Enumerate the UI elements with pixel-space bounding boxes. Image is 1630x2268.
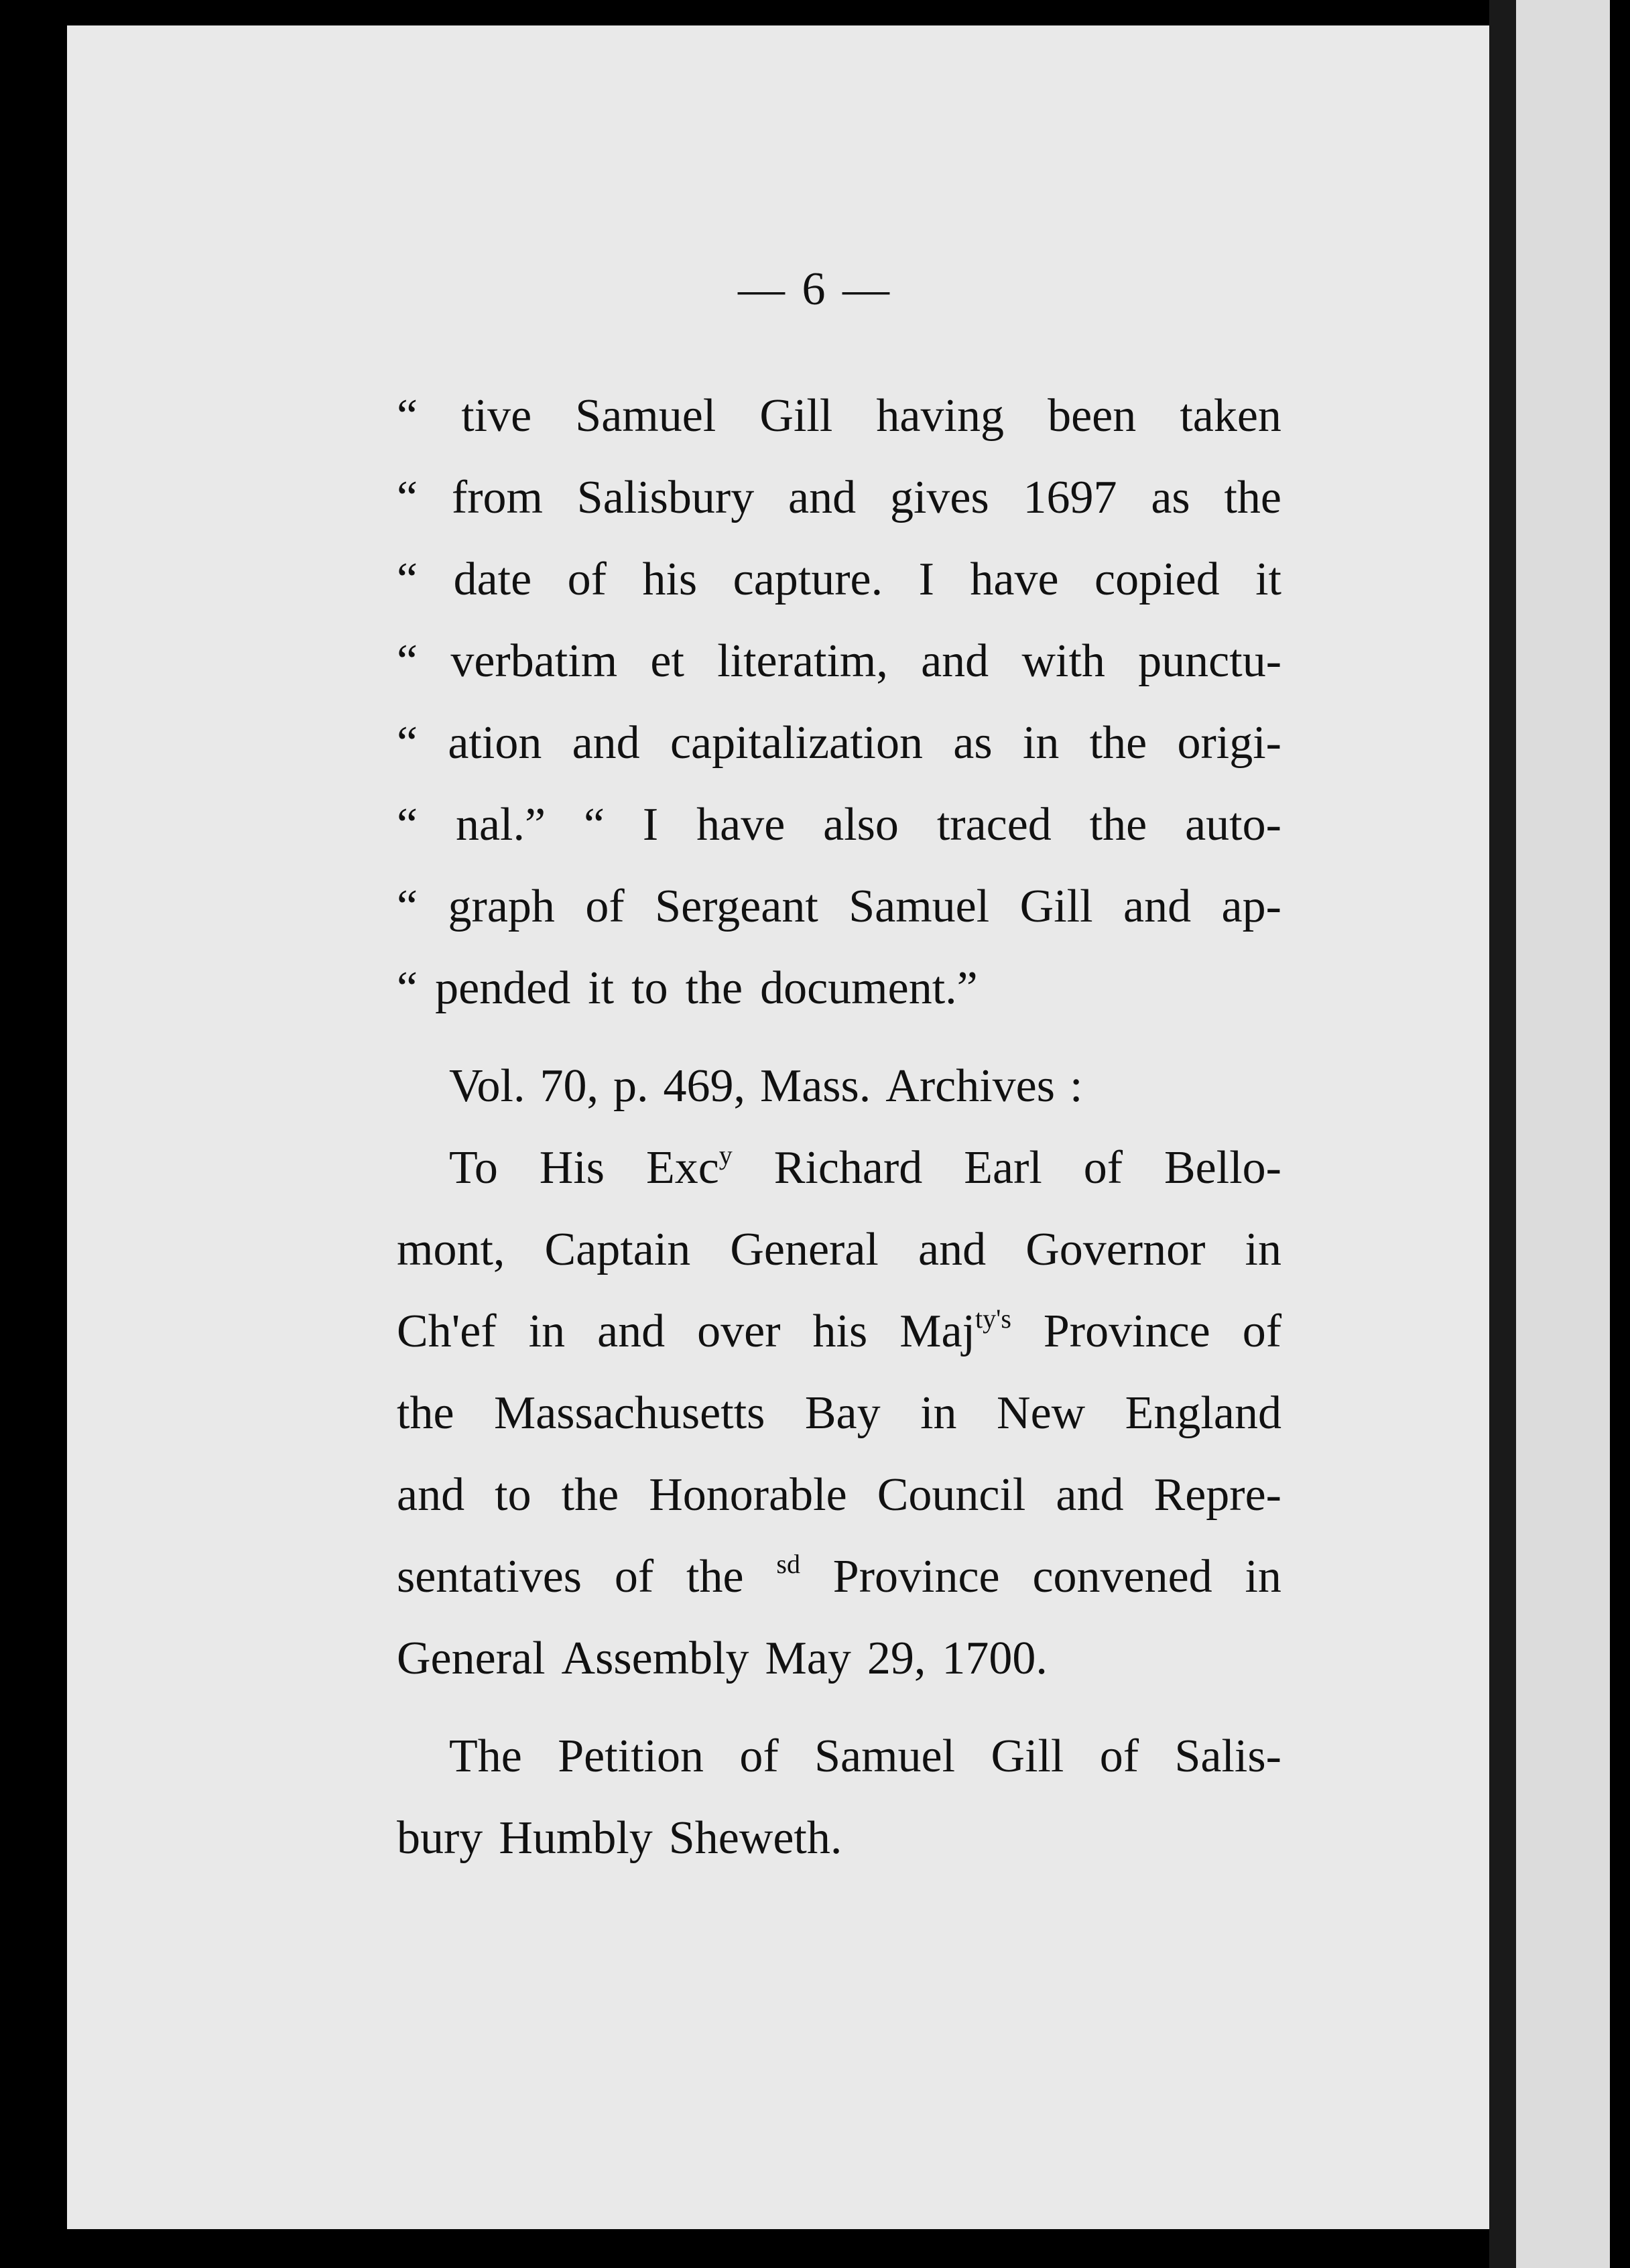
word: Samuel: [814, 1730, 956, 1782]
quote-mark: “: [397, 554, 418, 605]
word: the: [1089, 717, 1147, 769]
word: sentatives: [397, 1551, 582, 1602]
word: Sheweth.: [668, 1812, 842, 1864]
word: pended: [435, 962, 571, 1014]
word: the: [397, 1387, 454, 1439]
text-line-7: [397, 866, 1281, 948]
word: Petition: [558, 1730, 704, 1782]
word: Gill: [1019, 881, 1093, 932]
quote-mark: “: [397, 390, 418, 442]
word: have: [970, 554, 1059, 605]
address-line-5: [397, 1454, 1281, 1536]
word: 29,: [867, 1633, 926, 1684]
source-reference: [397, 1046, 1281, 1127]
word: Humbly: [499, 1812, 653, 1864]
petition-line-1: [397, 1716, 1281, 1798]
text-line-6: [397, 784, 1281, 866]
word: in: [920, 1387, 957, 1439]
word: Province: [1043, 1306, 1210, 1357]
word: of: [1242, 1306, 1281, 1357]
word: Bay: [804, 1387, 881, 1439]
word: Earl: [964, 1142, 1042, 1194]
quote-mark: “: [397, 635, 418, 687]
word: as: [1151, 472, 1190, 523]
word: convened: [1032, 1551, 1212, 1602]
word: in: [528, 1306, 566, 1357]
word: tive: [461, 390, 532, 442]
page-number: — 6 —: [738, 263, 892, 315]
word: Gill: [759, 390, 833, 442]
address-line-2: [397, 1209, 1281, 1291]
text-line-1: [397, 375, 1281, 457]
word: 70,: [540, 1060, 599, 1112]
word: copied: [1094, 554, 1220, 605]
page-gutter-shadow: [1489, 0, 1516, 2268]
word: the: [561, 1469, 619, 1521]
quote-mark: “: [397, 962, 418, 1014]
word: been: [1048, 390, 1137, 442]
word: gives: [889, 472, 989, 523]
word: et: [650, 635, 684, 687]
word: verbatim: [450, 635, 618, 687]
word: the: [685, 962, 743, 1014]
word: and: [597, 1306, 666, 1357]
word: graph: [448, 881, 555, 932]
word: in: [1022, 717, 1060, 769]
word: 469,: [663, 1060, 745, 1112]
word: with: [1021, 635, 1105, 687]
word: and: [918, 1224, 987, 1275]
word: of: [585, 881, 625, 932]
word: :: [1069, 1060, 1083, 1112]
word: Richard: [773, 1142, 923, 1194]
page-text: [397, 375, 1281, 1879]
word: traced: [936, 799, 1052, 850]
word: capture.: [733, 554, 883, 605]
word: Samuel: [575, 390, 716, 442]
word: of: [614, 1551, 654, 1602]
word: Council: [877, 1469, 1026, 1521]
word: over: [697, 1306, 781, 1357]
word: and: [397, 1469, 465, 1521]
word: Vol.: [449, 1060, 525, 1112]
word: and: [1123, 881, 1192, 932]
word: auto-: [1185, 799, 1281, 850]
text-line-4: [397, 621, 1281, 702]
word: have: [696, 799, 786, 850]
word: in: [1245, 1551, 1281, 1602]
address-line-4: [397, 1373, 1281, 1454]
word: nal.”: [455, 799, 546, 850]
text-line-2: [397, 457, 1281, 539]
word: To: [449, 1142, 498, 1194]
said-abbrev: sd: [776, 1549, 800, 1579]
word: Governor: [1025, 1224, 1206, 1275]
address-line-3: [397, 1291, 1281, 1373]
word: the: [1089, 799, 1147, 850]
word: from: [451, 472, 543, 523]
quote-mark: “: [397, 472, 418, 523]
word: the: [686, 1551, 744, 1602]
word: Massachusetts: [494, 1387, 765, 1439]
word: and: [788, 472, 857, 523]
address-line-7: [397, 1618, 1281, 1700]
word: to: [631, 962, 668, 1014]
word: in: [1245, 1224, 1281, 1275]
word: 1697: [1023, 472, 1117, 523]
word: the: [1224, 472, 1281, 523]
majesty-abbrev: Maj$^{ty's}$: [899, 1304, 1011, 1357]
word: ation: [448, 717, 542, 769]
word: General: [730, 1224, 879, 1275]
word: Captain: [544, 1224, 691, 1275]
word: Sergeant: [655, 881, 818, 932]
word: also: [823, 799, 899, 850]
word: The: [449, 1730, 522, 1782]
word: date: [453, 554, 532, 605]
word: of: [1083, 1142, 1123, 1194]
quote-mark: “: [397, 717, 418, 769]
excellency-abbrev: Exc$^y$: [645, 1140, 733, 1194]
word: document.”: [760, 962, 978, 1014]
word: p.: [613, 1060, 649, 1112]
word: Archives: [885, 1060, 1055, 1112]
word: it: [588, 962, 615, 1014]
facing-page-edge: [1516, 0, 1610, 2268]
word: taken: [1180, 390, 1281, 442]
word: Salis-: [1174, 1730, 1281, 1782]
word: Samuel: [849, 881, 990, 932]
address-line-1: [397, 1127, 1281, 1209]
word: punctu-: [1138, 635, 1281, 687]
quote-mark: “: [397, 799, 418, 850]
text-line-5: [397, 702, 1281, 784]
word: as: [953, 717, 993, 769]
word: having: [876, 390, 1004, 442]
word: ap-: [1221, 881, 1281, 932]
word: his: [642, 554, 698, 605]
word: Province: [832, 1551, 1000, 1602]
word: of: [1099, 1730, 1139, 1782]
word: of: [739, 1730, 779, 1782]
word: I: [642, 799, 659, 850]
word: and: [921, 635, 989, 687]
word: of: [567, 554, 607, 605]
word: His: [539, 1142, 605, 1194]
word: May: [765, 1633, 851, 1684]
word: and: [572, 717, 640, 769]
word: origi-: [1177, 717, 1281, 769]
word: it: [1255, 554, 1281, 605]
word: New: [997, 1387, 1086, 1439]
petition-line-2: [397, 1798, 1281, 1879]
word: Salisbury: [576, 472, 755, 523]
text-line-3: [397, 539, 1281, 621]
word: to: [495, 1469, 531, 1521]
word: Bello-: [1164, 1142, 1281, 1194]
word: Repre-: [1153, 1469, 1281, 1521]
word: General: [397, 1633, 546, 1684]
quote-mark: “: [397, 881, 418, 932]
address-line-6: [397, 1536, 1281, 1618]
word: mont,: [397, 1224, 505, 1275]
word: “: [583, 799, 605, 850]
word: 1700.: [942, 1633, 1048, 1684]
word: bury: [397, 1812, 483, 1864]
word: his: [812, 1306, 868, 1357]
word: Honorable: [649, 1469, 847, 1521]
word: England: [1125, 1387, 1281, 1439]
word: I: [918, 554, 934, 605]
word: Ch'ef: [397, 1306, 497, 1357]
word: Mass.: [759, 1060, 871, 1112]
word: capitalization: [670, 717, 924, 769]
word: literatim,: [717, 635, 888, 687]
word: and: [1056, 1469, 1124, 1521]
text-line-8: [397, 948, 1281, 1029]
word: Gill: [991, 1730, 1064, 1782]
word: Assembly: [561, 1633, 749, 1684]
